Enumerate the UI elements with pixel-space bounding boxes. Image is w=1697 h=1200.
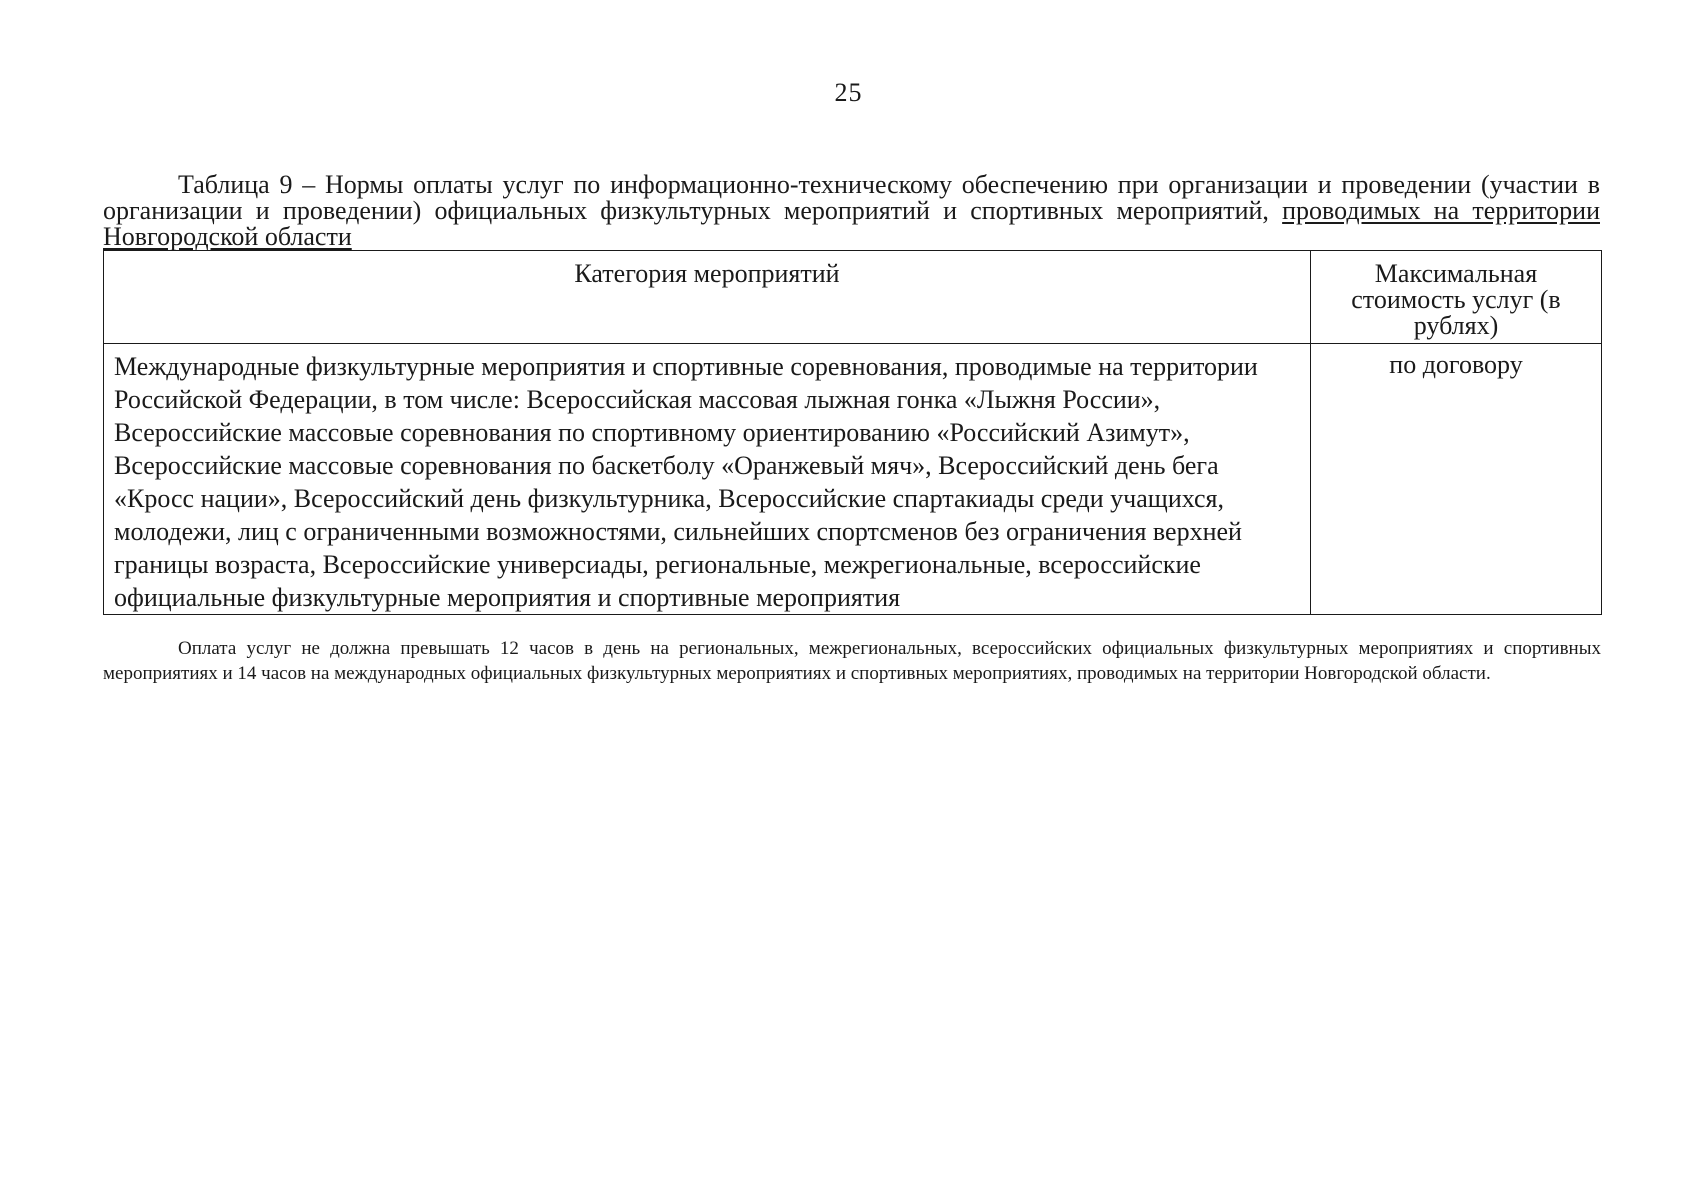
table-cell-category: Международные физкультурные мероприятия и спортивные соревнования, проводимые на территории Российской Федерации, в том числе: Всероссийская массовая лыжная гонка «Лыжня России», Всероссийские массовые соревнования по спортивному ориентированию «Российский Азимут», Всероссийские массовые соревнования по баскетболу «Оранжевый мяч», Всероссийский день бега «Кросс нации», Всероссийский день физкультурника, Всероссийские спартакиады среди учащихся, молодежи, лиц с ограниченными возможностями, сильнейших спортсменов без ограничения верхней границы возраста, Всероссийские универсиады, региональные, межрегиональные, всероссийские официальные физкультурные мероприятия и спортивные мероприятия [104, 344, 1311, 615]
table-caption-underlined-text: проводимых на территории Новгородской области [103, 196, 1600, 251]
table-header-row [104, 251, 1602, 344]
table-row [104, 344, 1602, 615]
column-header-category: Категория мероприятий [104, 251, 1311, 344]
table-caption [103, 172, 1600, 250]
column-header-cost: Максимальная стоимость услуг (в рублях) [1311, 251, 1602, 344]
page-number: 25 [834, 78, 863, 107]
table-cell-cost: по договору [1311, 344, 1602, 615]
table-caption-text: Таблица 9 – Нормы оплаты услуг по информационно-техническому обеспечению при организации и проведении (участии в организации и проведении) официальных физкультурных мероприятий и спортивных мероприятий, [103, 170, 1600, 225]
table-footnote: Оплата услуг не должна превышать 12 часов в день на региональных, межрегиональных, всероссийских официальных физкультурных мероприятиях и спортивных мероприятиях и 14 часов на международных официальных физкультурных мероприятиях и спортивных мероприятиях, проводимых на территории Новгородской области. [103, 638, 1601, 684]
norms-table [103, 250, 1602, 615]
